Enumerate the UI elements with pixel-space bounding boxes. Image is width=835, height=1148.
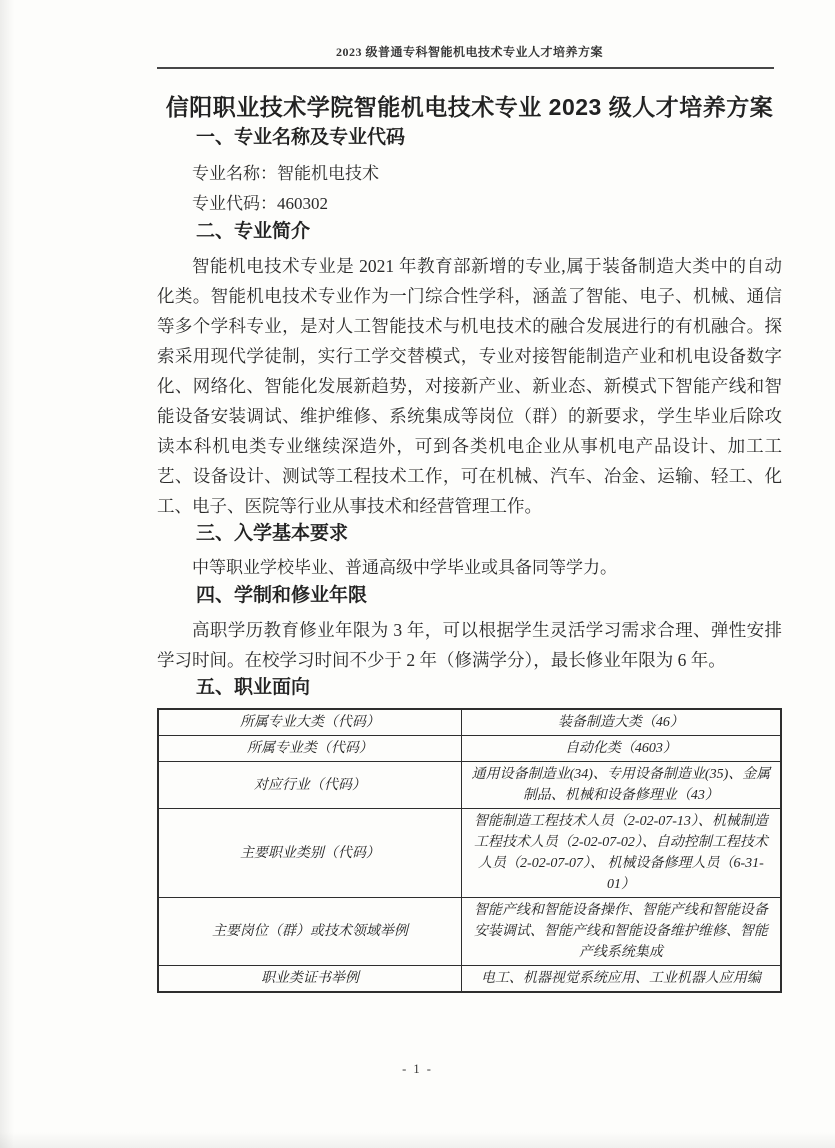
table-row xyxy=(158,762,781,809)
major-intro-paragraph: 智能机电技术专业是 2021 年教育部新增的专业,属于装备制造大类中的自动化类。智能机电技术专业作为一门综合性学科，涵盖了智能、电子、机械、通信等多个学科专业，是对人工智能技术与机电技术的融合发展进行的有机融合。探索采用现代学徒制，实行工学交替模式，专业对接智能制造产业和机电设备数字化、网络化、智能化发展新趋势，对接新产业、新业态、新模式下智能产线和智能设备安装调试、维护维修、系统集成等岗位（群）的新要求，学生毕业后除攻读本科机电类专业继续深造外，可到各类机电企业从事机电产品设计、加工工艺、设备设计、测试等工程技术工作，可在机械、汽车、冶金、运输、轻工、化工、电子、医院等行业从事技术和经营管理工作。 xyxy=(157,256,782,516)
section-4-heading: 四、学制和修业年限 xyxy=(196,585,368,606)
running-header: 2023 级普通专科智能机电技术专业人才培养方案 xyxy=(335,45,603,59)
major-name-line: 专业名称：智能机电技术 xyxy=(192,164,379,183)
table-row xyxy=(158,736,781,762)
header-rule xyxy=(157,67,774,69)
section-3-heading: 三、入学基本要求 xyxy=(196,523,349,544)
scan-edge-shadow-bottom xyxy=(0,1132,835,1148)
page-content xyxy=(157,44,782,993)
table-row xyxy=(158,709,781,736)
row-label: 主要职业类别（代码） xyxy=(158,809,461,898)
section-5-heading: 五、职业面向 xyxy=(196,677,311,698)
row-value: 电工、机器视觉系统应用、工业机器人应用编 xyxy=(461,966,781,993)
document-title: 信阳职业技术学院智能机电技术专业 2023 级人才培养方案 xyxy=(165,94,774,120)
row-label: 职业类证书举例 xyxy=(158,966,461,993)
section-1-heading: 一、专业名称及专业代码 xyxy=(196,127,406,148)
study-duration-paragraph: 高职学历教育修业年限为 3 年，可以根据学生灵活学习需求合理、弹性安排学习时间。在校学习时间不少于 2 年（修满学分），最长修业年限为 6 年。 xyxy=(157,620,782,670)
row-label: 对应行业（代码） xyxy=(158,762,461,809)
row-value: 装备制造大类（46） xyxy=(461,709,781,736)
career-orientation-table xyxy=(157,708,782,993)
row-value: 自动化类（4603） xyxy=(461,736,781,762)
row-label: 所属专业大类（代码） xyxy=(158,709,461,736)
row-value: 通用设备制造业(34)、专用设备制造业(35)、金属制品、机械和设备修理业（43） xyxy=(461,762,781,809)
table-row xyxy=(158,809,781,898)
row-label: 所属专业类（代码） xyxy=(158,736,461,762)
table-row xyxy=(158,966,781,993)
section-2-heading: 二、专业简介 xyxy=(196,221,311,242)
major-code-line: 专业代码：460302 xyxy=(192,194,328,213)
row-value: 智能制造工程技术人员（2-02-07-13）、机械制造工程技术人员（2-02-07-02）、自动控制工程技术人员（2-02-07-07）、 机械设备修理人员（6-31-01） xyxy=(461,809,781,898)
row-value: 智能产线和智能设备操作、智能产线和智能设备安装调试、智能产线和智能设备维护维修、智能产线系统集成 xyxy=(461,898,781,966)
scan-edge-shadow-left xyxy=(0,0,14,1148)
page-number: - 1 - xyxy=(402,1062,433,1076)
table-row xyxy=(158,898,781,966)
entry-requirement-line: 中等职业学校毕业、普通高级中学毕业或具备同等学力。 xyxy=(192,558,617,577)
row-label: 主要岗位（群）或技术领域举例 xyxy=(158,898,461,966)
